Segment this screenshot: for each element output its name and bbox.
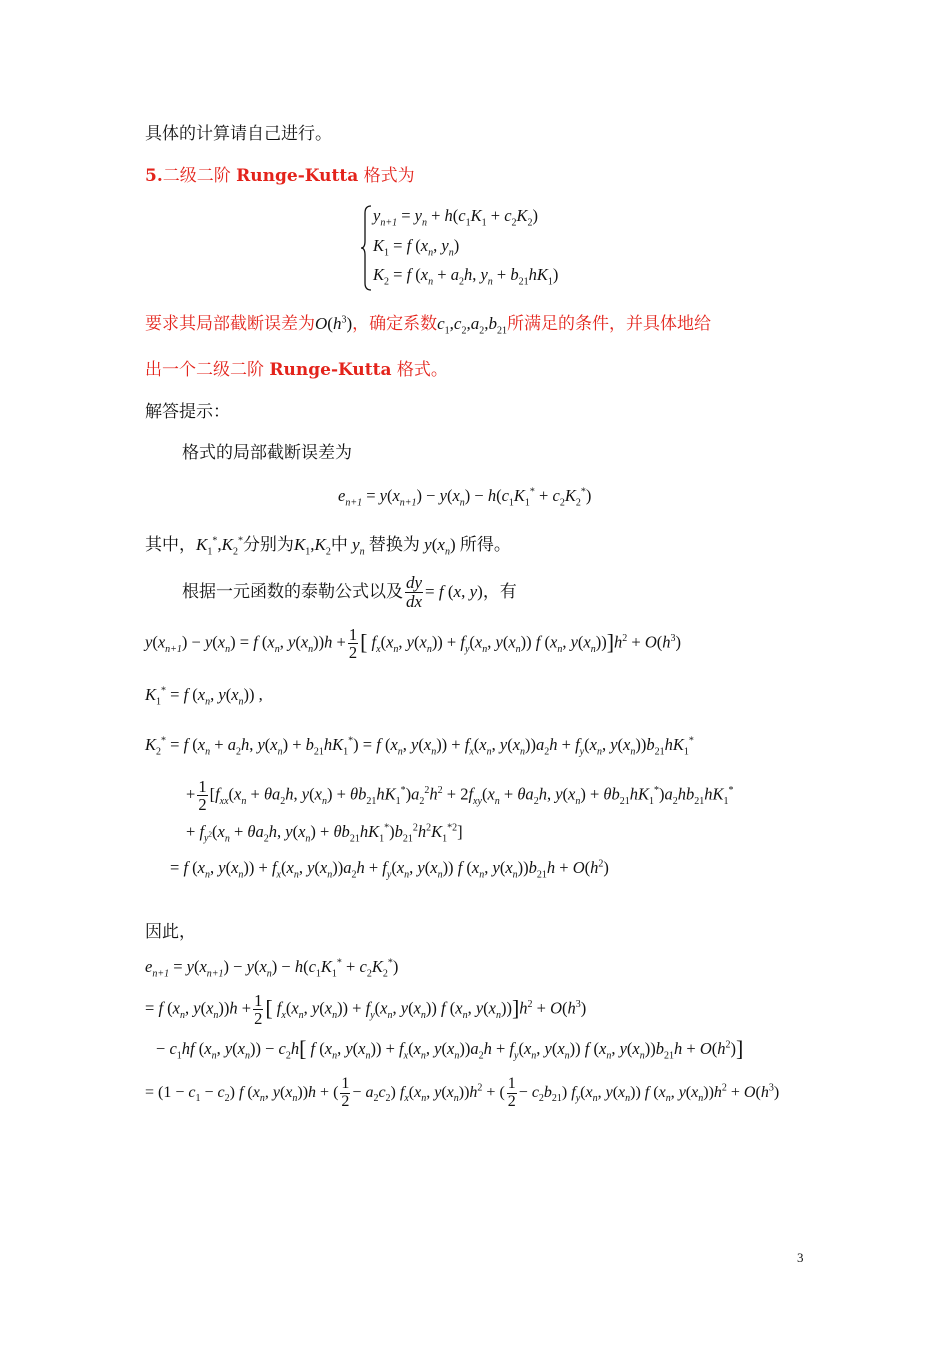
eq-taylor-y: $y(x_{n+1}) - y(x_n) = f$ ($x_n$, $y(x_n))h$ + $\frac{1}{2}$ [ $f_x(x_n$, $y(x_n)) + f_y(x_n$, $y(x_n)$) f ($x_n$, $y(x_n))]h^2 + O(h^3)$ [145,625,682,663]
problem-intro-b: 格式为 [358,166,415,186]
requirement-line-1 [145,314,711,337]
page-number: 3 [797,1250,804,1265]
where-c: 中 [330,535,348,555]
eq-final-2: = f ($x_n$, $y(x_n))h$ + $\frac{1}{2}$ [ $f_x(x_n$, $y(x_n)) + f_y(x_n$, $y(x_n)$) f ($x_n$, $y(x_n))]h^2 + O(h^3)$ [145,991,587,1029]
system-brace [360,205,372,291]
ode-rhs: = f (x, y) [425,582,483,602]
dydx-frac: $\frac{dy}{dx}$ [406,573,423,611]
order-expr: $O(h^3)$ [315,314,353,333]
taylor-a: 根据一元函数的泰勒公式以及 [182,582,403,603]
eq-rk-yn1: $y_{n+1} = y_n + h(c_1K_1 + c_2K_2)$ [373,206,539,229]
eq-k2star-1: $K_2^* = f$ ($x_n + a_2h$, $y(x_n) + b_{21}hK_1^*) = f$ ($x_n$, $y(x_n)) + f_x(x_n$, $y(x_n))a_2h + f_y(x_n$, $y(x_n))b_{21}hK_1^*$ [145,735,694,758]
req-text-c: 所满足的条件，并具体地给 [506,314,711,334]
eq-final-3: − $c_1hf$ ($x_n$, $y(x_n)) - c_2h$[ f ($x_n$, $y(x_n)) + f_x(x_n$, $y(x_n))a_2h + f_y(x_n$, $y(x_n)$) f ($x_n$, $y(x_n))b_{21}h + O(h^2)$] [156,1036,744,1062]
intro-line: 具体的计算请自己进行。 [145,124,332,144]
problem-intro-a: 二级二阶 [162,166,237,186]
where-d: 替换为 [368,535,420,555]
rk-name-2: Runge-Kutta [269,360,392,380]
hint-title: 解答提示： [145,402,230,422]
yn: $y_n$ [347,535,365,558]
req2-text-a: 出一个二级二阶 [145,360,270,380]
requirement-line-2 [145,360,448,380]
where-e: 所得。 [459,535,511,555]
req-text-a: 要求其局部截断误差为 [145,314,315,334]
problem-number: 5. [145,166,163,186]
eq-lte: $e_{n+1} = y(x_{n+1}) - y(x_n) - h(c_1K_1^* + c_2K_2^*)$ [338,486,592,509]
eq-k1star: $K_1^* = f$ ($x_n$, $y(x_n)$) , [145,685,263,708]
eq-final-4: = $(1 - c_1 - c_2)$ f ($x_n$, $y(x_n))h$ + ( $\frac{1}{2}$ − $a_2c_2$) $f_x(x_n$, $y(x_n))h^2$ + ( $\frac{1}{2}$ − $c_2b_{21}$) $f_y(x_n$, $y(x_n)$) f ($x_n$, $y(x_n))h^2 + O(h^3)$ [145,1075,780,1110]
therefore-text: 因此， [145,922,196,942]
rk-name: Runge-Kutta [236,166,359,186]
problem-heading [145,166,415,186]
taylor-b: ，有 [482,582,517,603]
coef-list: $c_1,c_2,a_2,b_{21}$ [437,314,507,337]
kstar-pair: $K_1^*,K_2^*$ [196,535,243,558]
eq-final-1: $e_{n+1} = y(x_{n+1}) - y(x_n) - h(c_1K_1^* + c_2K_2^*)$ [145,957,399,980]
y-xn: $y(x_n)$ [419,535,456,558]
where-b: 分别为 [242,535,294,555]
eq-rk-k1: $K_1 = f$ ($x_n$, $y_n$) [373,236,460,259]
eq-k2star-4: = f ($x_n$, $y(x_n)) + f_x(x_n$, $y(x_n))a_2h + f_y(x_n$, $y(x_n)$) f ($x_n$, $y(x_n))b_{21}h + O(h^2)$ [170,858,609,881]
eq-k2star-2: + $\frac{1}{2}$ [$f_{xx}(x_n + \theta a_2h$, $y(x_n) + \theta b_{21}hK_1^*)a_2^2h^2 + 2f_{xy}(x_n + \theta a_2h$, $y(x_n) + \theta b_{21}hK_1^*)a_2hb_{21}hK_1^*$ [186,777,734,815]
req2-text-b: 格式。 [391,360,448,380]
req-text-b: ，确定系数 [352,314,438,334]
eq-k2star-3: + $f_{y^2}(x_n + \theta a_2h$, $y(x_n) + \theta b_{21}hK_1^*)b_{21}^2h^2K_1^{*2}$] [186,822,463,845]
taylor-line [182,574,517,611]
eq-rk-k2: $K_2 = f$ ($x_n + a_2h$, $y_n + b_{21}hK_1$) [373,265,559,288]
where-line [145,535,511,558]
lte-text: 格式的局部截断误差为 [182,443,352,463]
where-a: 其中， [145,535,196,555]
k-pair: $K_1,K_2$ [293,535,331,558]
